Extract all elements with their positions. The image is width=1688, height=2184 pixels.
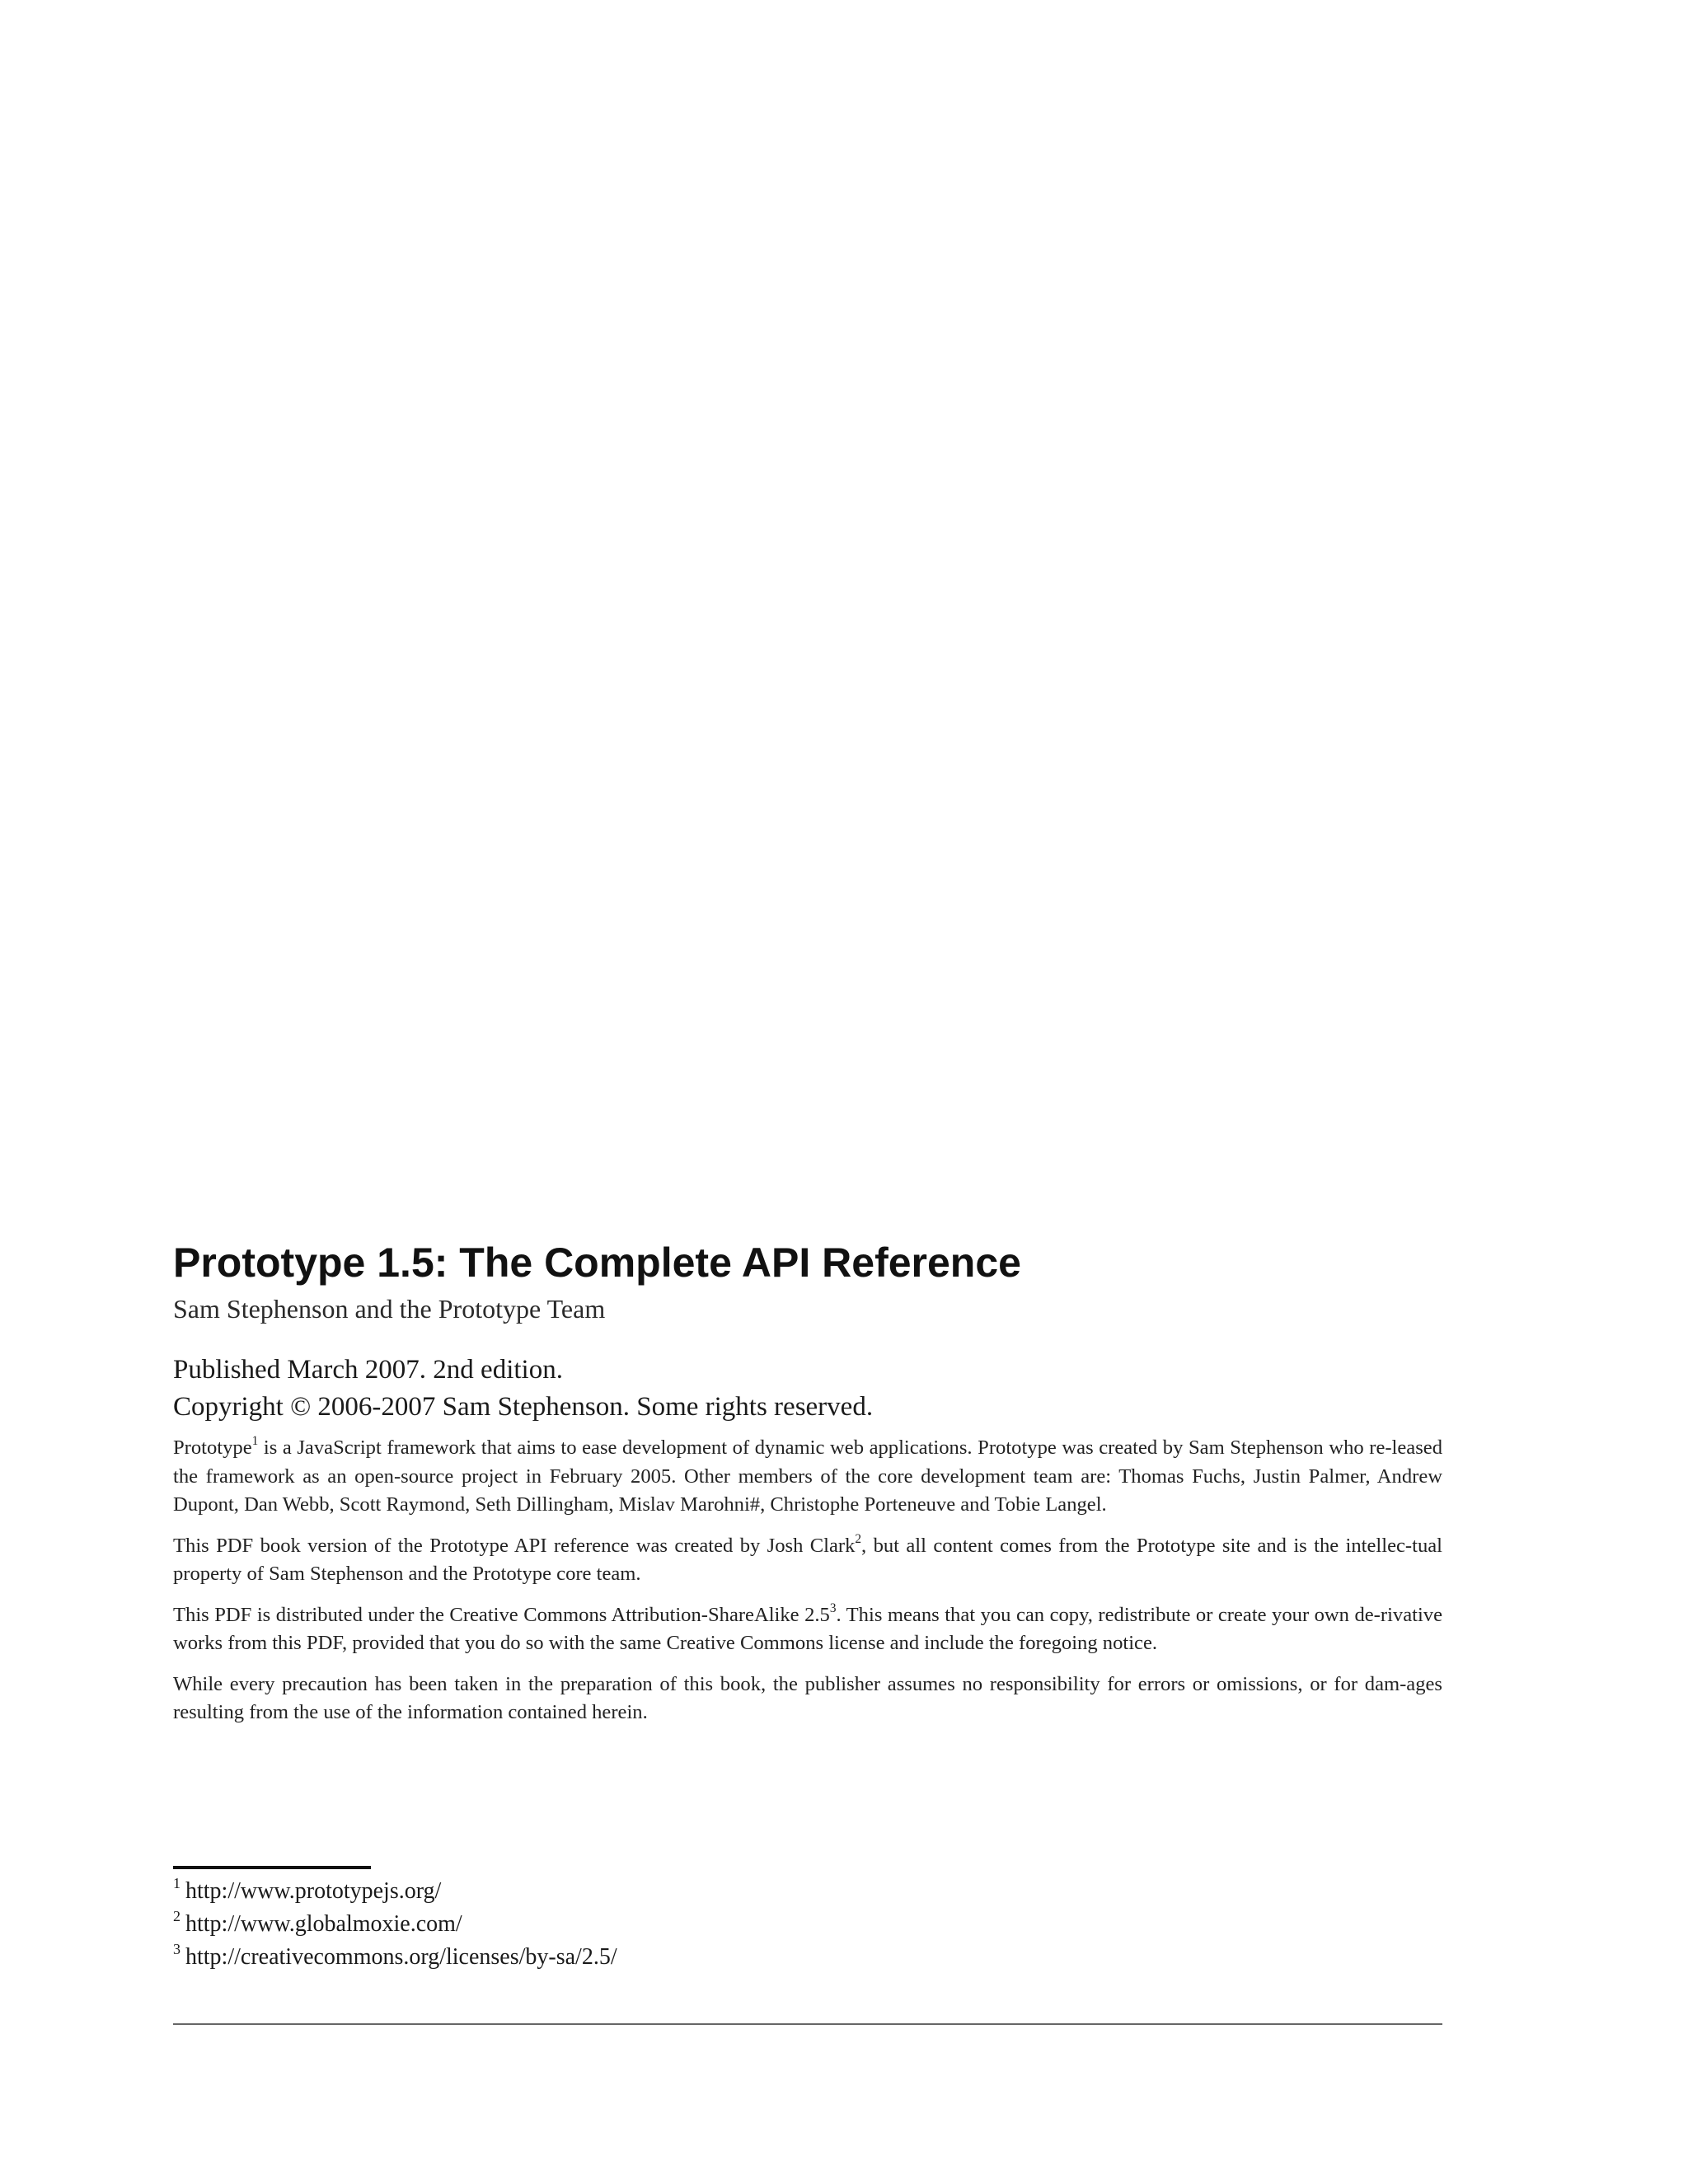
- footnote-item: [173, 1942, 617, 1975]
- copyright-line: Copyright © 2006-2007 Sam Stephenson. Some rights reserved.: [173, 1392, 874, 1422]
- footnote-item: [173, 1876, 617, 1909]
- footnote-link[interactable]: http://creativecommons.org/licenses/by-sa/2.5/: [185, 1944, 617, 1970]
- footnote-separator: [173, 1866, 371, 1869]
- paragraph-text: is a JavaScript framework that aims to ease development of dynamic web applications. Prototype was created by Sam Stephenson who re-leased the framework as an open-source project in February 2005. Other members of the core development team are: Thomas Fuchs, Justin Palmer, Andrew Dupont, Dan Webb, Scott Raymond, Seth Dillingham, Mislav Marohni#, Christophe Porteneuve and Tobie Langel.: [173, 1436, 1442, 1516]
- authors-line: Sam Stephenson and the Prototype Team: [173, 1294, 606, 1324]
- footnote-link[interactable]: http://www.globalmoxie.com/: [185, 1911, 462, 1937]
- footnote-reference[interactable]: 1: [251, 1434, 259, 1449]
- paragraph-about-prototype: [173, 1434, 1442, 1520]
- publication-line: Published March 2007. 2nd edition.: [173, 1355, 563, 1385]
- book-title: Prototype 1.5: The Complete API Reference: [173, 1240, 1021, 1286]
- paragraph-license: [173, 1601, 1442, 1658]
- notice-body: [173, 1434, 1442, 1740]
- paragraph-text: Prototype: [173, 1436, 252, 1459]
- footnote-reference[interactable]: 3: [829, 1601, 837, 1615]
- footnote-number: 1: [173, 1875, 181, 1891]
- paragraph-pdf-version: [173, 1532, 1442, 1589]
- paragraph-text: This PDF is distributed under the Creative Commons Attribution-ShareAlike 2.5: [173, 1603, 830, 1626]
- footnote-number: 2: [173, 1908, 181, 1924]
- page-bottom-rule: [173, 2023, 1442, 2025]
- footnote-link[interactable]: http://www.prototypejs.org/: [185, 1878, 442, 1904]
- paragraph-text: , but all content comes from the Prototype site and is the intellec-tual property of Sam Stephenson and the Prototype core team.: [173, 1534, 1442, 1585]
- footnote-reference[interactable]: 2: [855, 1531, 862, 1546]
- paragraph-text: . This means that you can copy, redistribute or create your own de-rivative works from this PDF, provided that you do so with the same Creative Commons license and include the foregoing notice.: [173, 1603, 1442, 1654]
- paragraph-disclaimer: While every precaution has been taken in the preparation of this book, the publisher assumes no responsibility for errors or omissions, or for dam-ages resulting from the use of the information contained herein.: [173, 1672, 1442, 1723]
- footnotes-list: [173, 1876, 617, 1975]
- paragraph-text: This PDF book version of the Prototype API reference was created by Josh Clark: [173, 1534, 856, 1557]
- footnote-number: 3: [173, 1941, 181, 1957]
- footnote-item: [173, 1909, 617, 1942]
